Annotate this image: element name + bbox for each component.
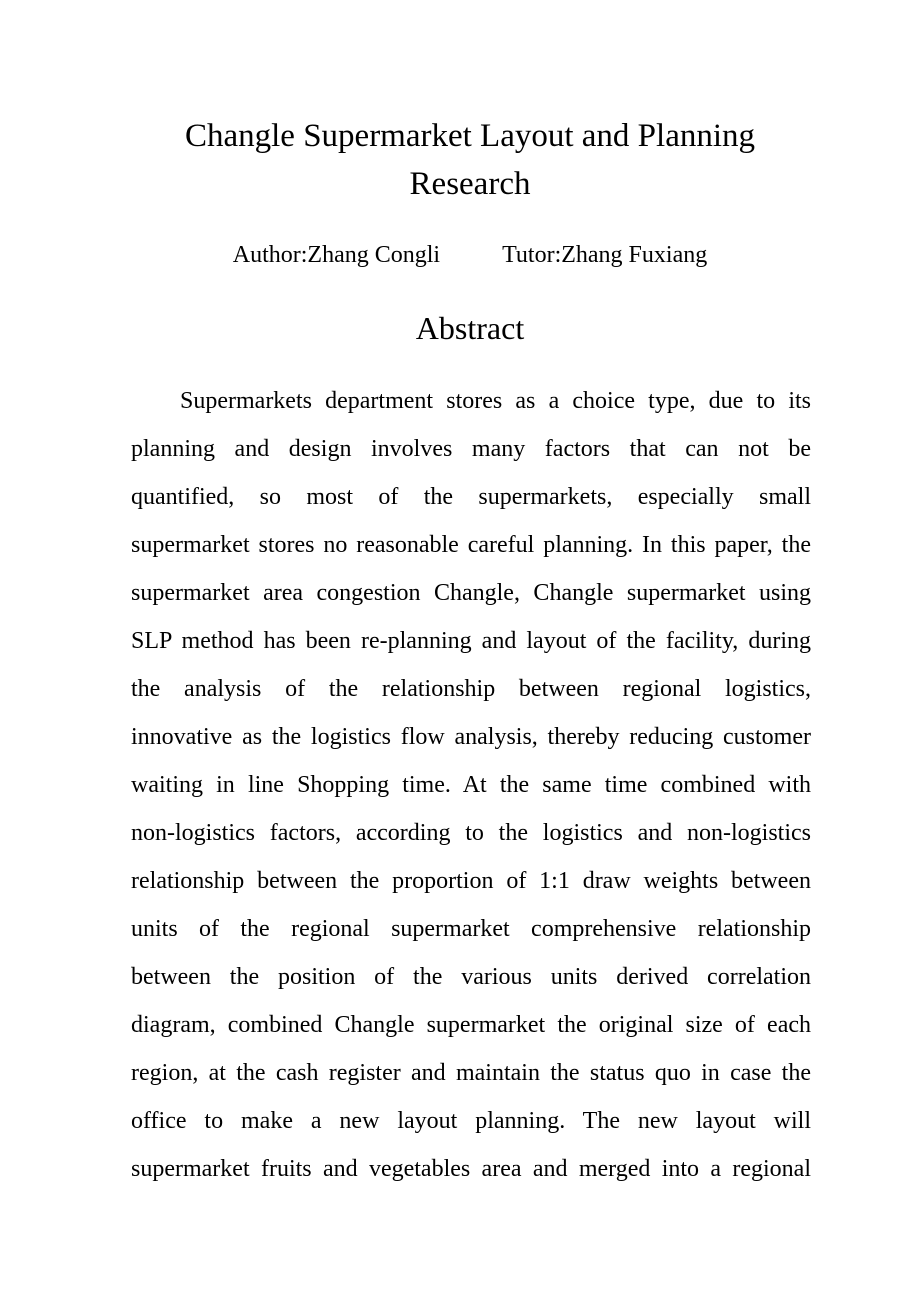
abstract-line: the analysis of the relationship between regional logistics, [131, 676, 811, 702]
abstract-line: region, at the cash register and maintain the status quo in case the [131, 1060, 811, 1086]
tutor-name: Tutor:Zhang Fuxiang [502, 242, 708, 268]
paper-title [120, 112, 820, 208]
abstract-line: quantified, so most of the supermarkets, especially small [131, 484, 811, 510]
abstract-line: diagram, combined Changle supermarket the original size of each [131, 1012, 811, 1038]
author-name: Author:Zhang Congli [232, 242, 441, 268]
author-line [0, 240, 920, 270]
abstract-line: Supermarkets department stores as a choice type, due to its [180, 388, 811, 414]
abstract-line: innovative as the logistics flow analysis, thereby reducing customer [131, 724, 811, 750]
paper-title-line-2: Research [409, 166, 531, 202]
abstract-line: supermarket fruits and vegetables area and merged into a regional [131, 1156, 811, 1182]
abstract-line: relationship between the proportion of 1:1 draw weights between [131, 868, 811, 894]
abstract-line: planning and design involves many factors that can not be [131, 436, 811, 462]
abstract-line: SLP method has been re-planning and layout of the facility, during [131, 628, 811, 654]
abstract-line: supermarket area congestion Changle, Changle supermarket using [131, 580, 811, 606]
abstract-line: waiting in line Shopping time. At the same time combined with [131, 772, 811, 798]
abstract-line: non-logistics factors, according to the logistics and non-logistics [131, 820, 811, 846]
abstract-line: supermarket stores no reasonable careful planning. In this paper, the [131, 532, 811, 558]
abstract-line: office to make a new layout planning. The new layout will [131, 1108, 811, 1134]
paper-title-line-1: Changle Supermarket Layout and Planning [184, 118, 756, 154]
abstract-heading: Abstract [415, 310, 525, 346]
abstract-line: units of the regional supermarket comprehensive relationship [131, 916, 811, 942]
abstract-line: between the position of the various units derived correlation [131, 964, 811, 990]
